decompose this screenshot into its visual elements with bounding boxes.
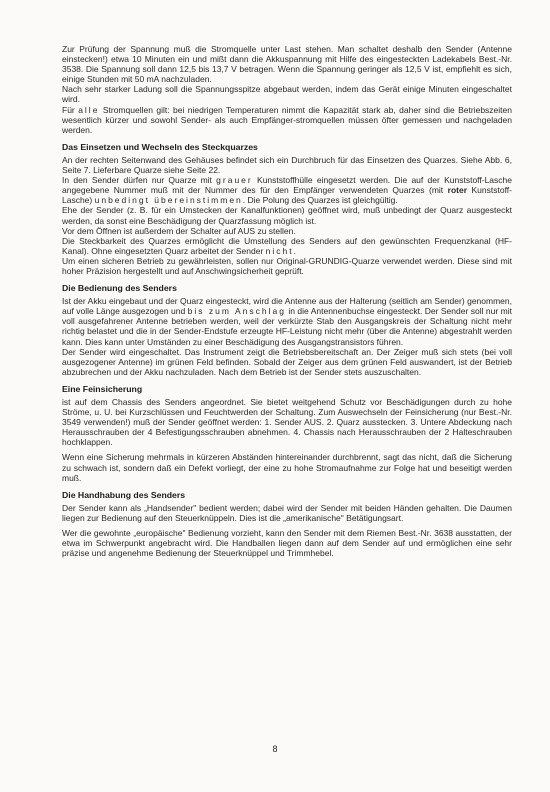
- text-span: in die Antennenbuchse eingesteckt. Der Sender soll nur mit voll ausgefahrener Antenne betrieben werden, weil der verkürzte Stab den Ausgangskreis der Schaltung nicht mehr richtig belastet und die in der Sender-Endstufe erzeugte HF-Leistung nicht mehr (über die Antenne) abgestrahlt werden kann. Dies kann unter Umständen zu einer Beschädigung des Ausgangstransistors führen.: [62, 306, 512, 347]
- paragraph-fuse-defect: Wenn eine Sicherung mehrmals in kürzeren Abständen hintereinander durchbrennt, sagt das nicht, daß die Sicherung zu schwach ist, sondern daß ein Defekt vorliegt, der eine zu hohe Stromaufnahme zur Folge hat und beseitigt werden muß.: [62, 452, 512, 483]
- paragraph-handheld: Der Sender kann als „Handsender" bedient werden; dabei wird der Sender mit beiden Händen gehalten. Die Daumen liegen zur Bedienung auf den Steuerknüppeln. Dies ist die „amerikanische" Betätigungsart.: [62, 502, 512, 523]
- document-page: [62, 44, 512, 558]
- text-span: Kunststoff-Lasche): [62, 185, 512, 206]
- text-span: Stromquellen gilt: bei niedrigen Temperaturen nimmt die Kapazität stark ab, daher sind die Betriebszeiten wesentlich kürzer und sowohl Sender- als auch Empfänger-stromquellen müssen öfter gemessen und nachgeladen werden.: [62, 104, 512, 135]
- paragraph-quartz-grey: [62, 175, 512, 205]
- bold-text: roter: [447, 185, 468, 196]
- spaced-text: alle: [78, 104, 100, 115]
- text-span: . Die Polung des Quarzes ist gleichgültig.: [242, 195, 398, 206]
- paragraph-strap: Wer die gewohnte „europäische" Bedienung vorzieht, kann den Sender mit dem Riemen Best.-Nr. 3638 ausstatten, der etwa im Schwerpunkt angebracht wird. Die Handballen liegen dann auf dem Sender auf und ermöglichen eine sehr präzise und angenehme Bedienung der Steuerknüppel und Trimmhebel.: [62, 528, 512, 559]
- heading-operation: Die Bedienung des Senders: [62, 283, 177, 294]
- paragraph-frequency: [62, 236, 512, 256]
- text-span: Ist der Akku eingebaut und der Quarz eingesteckt, wird die Antenne aus der Halterung (seitlich am Sender) genommen, auf volle Länge ausgezogen und: [62, 296, 512, 317]
- text-span: .: [293, 245, 296, 256]
- heading-handling: Die Handhabung des Senders: [62, 489, 186, 500]
- spaced-text: grauer: [216, 175, 253, 186]
- paragraph-quartz-opening: An der rechten Seitenwand des Gehäuses befindet sich ein Durchbruch für das Einsetzen des Quarzes. Siehe Abb. 6, Seite 7. Lieferbare Quarze siehe Seite 22.: [62, 154, 512, 176]
- heading-fuse: Eine Feinsicherung: [62, 383, 143, 394]
- spaced-text: bis zum Anschlag: [187, 306, 286, 317]
- paragraph-antenna: [62, 296, 512, 346]
- paragraph-all-sources: [62, 105, 512, 135]
- spaced-text: nicht: [265, 245, 294, 256]
- text-span: Die Steckbarkeit des Quarzes ermöglicht die Umstellung des Senders auf den gewünschten Frequenzkanal (HF-Kanal). Ohne eingesetzten Quarz arbeitet der Sender: [62, 235, 512, 256]
- paragraph-voltage-peak: Nach sehr starker Ladung soll die Spannungsspitze abgebaut werden, indem das Gerät einige Minuten eingeschaltet wird.: [62, 84, 512, 105]
- spaced-text: unbedingt übereinstimmen: [94, 195, 243, 206]
- text-span: Kunststoffhülle eingesetzt werden. Die auf der Kunststoff-Lasche angegebene Nummer muß mit der Nummer des für den Empfänger verwendeten Quarzes (mit: [62, 175, 512, 196]
- paragraph-voltage-test: Zur Prüfung der Spannung muß die Stromquelle unter Last stehen. Man schaltet deshalb den Sender (Antenne einstecken!) etwa 10 Minuten ein und mißt dann die Akkuspannung mit Hilfe des eingesteckten Ladekabels Best.-Nr. 3538. Die Spannung soll dann 12,5 bis 13,7 V betragen. Wenn die Spannung geringer als 12,5 V ist, empfiehlt es sich, einige Stunden mit 50 mA nachzuladen.: [62, 44, 512, 85]
- heading-quartz: Das Einsetzen und Wechseln des Steckquarzes: [62, 141, 258, 152]
- paragraph-switch-off: Vor dem Öffnen ist außerdem der Schalter auf AUS zu stellen.: [62, 225, 296, 236]
- text-span: In den Sender dürfen nur Quarze mit: [62, 175, 217, 186]
- page-number: 8: [272, 744, 278, 754]
- text-span: Für: [62, 104, 79, 115]
- paragraph-original-quartz: Um einen sicheren Betrieb zu gewährleisten, sollen nur Original-GRUNDIG-Quarze verwendet werden. Diese sind mit hoher Präzision hergestellt und auf Anschwingsicherheit geprüft.: [62, 255, 512, 276]
- paragraph-meter: Der Sender wird eingeschaltet. Das Instrument zeigt die Betriebsbereitschaft an. Der Zeiger muß sich stets (bei voll ausgezogener Antenne) im grünen Feld befinden. Sobald der Zeiger aus dem grünen Feld auswandert, ist der Betrieb abzubrechen und der Akku nachzuladen. Nach dem Betrieb ist der Sender stets auszuschalten.: [62, 346, 512, 377]
- paragraph-quartz-remove: Ehe der Sender (z. B. für ein Umstecken der Kanalfunktionen) geöffnet wird, muß unbedingt der Quarz ausgesteckt werden, da sonst eine Beschädigung der Quarzfassung möglich ist.: [62, 205, 512, 226]
- paragraph-fuse-replace: ist auf dem Chassis des Senders angeordnet. Sie bietet weitgehend Schutz vor Beschädigungen durch zu hohe Ströme, u. U. bei Kurzschlüssen und Feuchtwerden der Schaltung. Zum Auswechseln der Feinsicherung (nur Best.-Nr. 3549 verwenden!) muß der Sender geöffnet werden: 1. Sender AUS. 2. Quarz ausstecken. 3. Untere Abdeckung nach Herausschrauben der 4 Befestigungsschrauben abnehmen. 4. Chassis nach Herausschrauben der 2 Halteschrauben hochklappen.: [62, 397, 512, 448]
